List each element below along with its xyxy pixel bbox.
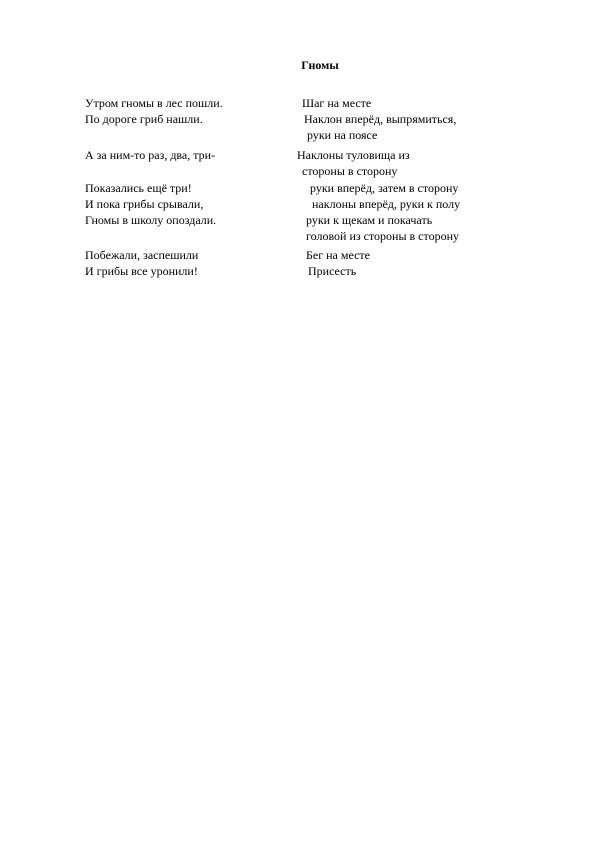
action-line: наклоны вперёд, руки к полу	[312, 197, 461, 211]
action-line: Наклон вперёд, выпрямиться,	[304, 112, 457, 126]
action-line: руки вперёд, затем в сторону	[310, 181, 459, 195]
poem-line: И грибы все уронили!	[85, 264, 198, 278]
action-line: Наклоны туловища из	[297, 148, 410, 162]
action-line: Шаг на месте	[302, 96, 372, 110]
action-line: головой из стороны в сторону	[306, 229, 460, 243]
poem-line: Побежали, заспешили	[85, 248, 199, 262]
action-line: руки к щекам и покачать	[306, 213, 433, 227]
poem-line: Гномы в школу опоздали.	[85, 213, 217, 227]
poem-line: Показались ещё три!	[85, 181, 192, 195]
action-line: стороны в сторону	[302, 164, 398, 178]
poem-line: А за ним-то раз, два, три-	[85, 148, 216, 162]
action-line: Бег на месте	[306, 248, 371, 262]
poem-line: По дороге гриб нашли.	[85, 112, 203, 126]
document-title: Гномы	[301, 58, 339, 72]
action-line: Присесть	[308, 264, 357, 278]
poem-line: Утром гномы в лес пошли.	[85, 96, 223, 110]
poem-line: И пока грибы срывали,	[85, 197, 204, 211]
action-line: руки на поясе	[307, 128, 378, 142]
